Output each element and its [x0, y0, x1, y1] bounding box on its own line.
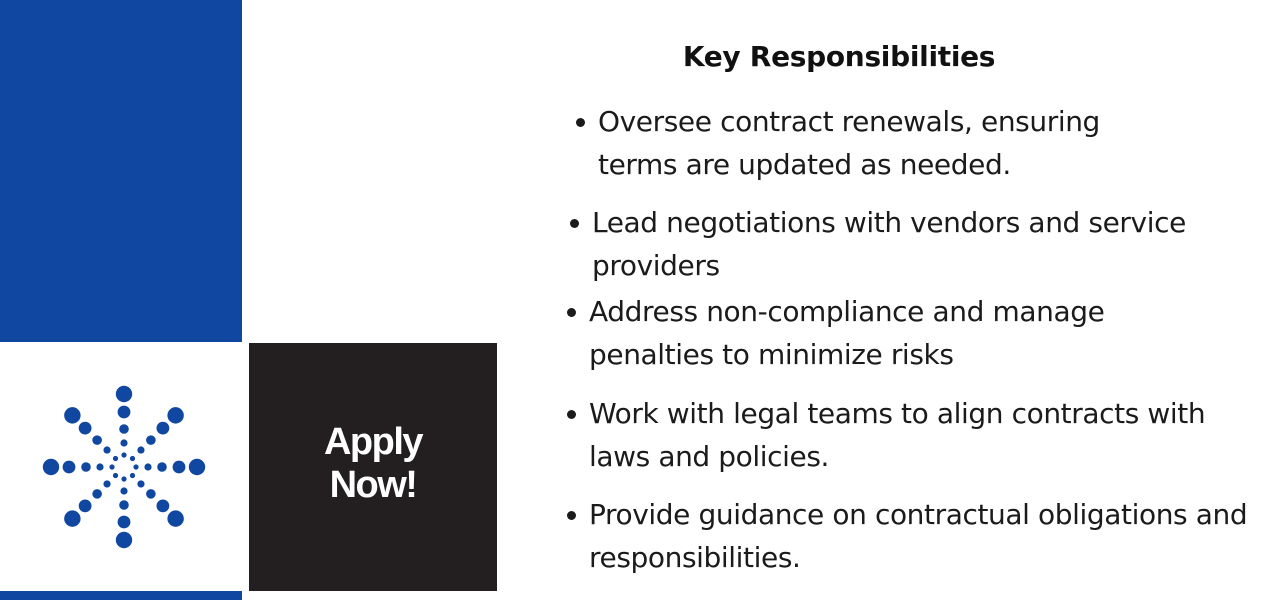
brand-color-block [0, 0, 242, 342]
logo-dot [113, 473, 118, 478]
logo-dot [113, 456, 118, 461]
logo-dot [109, 464, 114, 469]
logo-dot [119, 424, 129, 434]
logo-dot [133, 464, 138, 469]
logo-dot [64, 510, 80, 526]
logo-dot [43, 459, 59, 475]
bullet-icon [567, 410, 576, 419]
logo-dot [121, 452, 126, 457]
logo-dot [116, 532, 132, 548]
logo-dot [146, 489, 156, 499]
responsibility-item [589, 392, 1249, 478]
responsibility-item [598, 100, 1168, 186]
apply-now-button[interactable] [249, 343, 497, 591]
section-heading: Key Responsibilities [682, 40, 996, 73]
bullet-icon [567, 511, 576, 520]
logo-dot [156, 422, 169, 435]
bullet-icon [576, 118, 585, 127]
brand-color-strip [0, 591, 242, 600]
logo-dot [92, 489, 102, 499]
logo-dot [116, 386, 132, 402]
responsibility-item [592, 201, 1272, 287]
logo-dot [96, 463, 103, 470]
logo-dot [103, 480, 110, 487]
logo-dot [137, 480, 144, 487]
logo-dot [167, 510, 183, 526]
bullet-icon [567, 308, 576, 317]
logo-dot [120, 487, 127, 494]
responsibility-text: Work with legal teams to align contracts with laws and policies. [589, 397, 1206, 473]
logo-dot [120, 439, 127, 446]
responsibility-item [589, 493, 1249, 579]
logo-dot [173, 461, 186, 474]
apply-now-label: Apply Now! [323, 420, 423, 506]
bullet-icon [570, 219, 579, 228]
logo-dot [63, 461, 76, 474]
logo-dot [157, 462, 167, 472]
logo-dot [144, 463, 151, 470]
starburst-dots-icon [40, 383, 208, 551]
logo-dot [146, 435, 156, 445]
logo-dot [121, 476, 126, 481]
logo-dot [130, 456, 135, 461]
responsibility-text: Lead negotiations with vendors and service providers [592, 206, 1186, 282]
logo-dot [81, 462, 91, 472]
logo-dot [79, 422, 92, 435]
logo-dot [119, 500, 129, 510]
logo-dot [92, 435, 102, 445]
logo-dot [167, 407, 183, 423]
logo-dot [118, 516, 131, 529]
logo-dot [118, 406, 131, 419]
responsibility-text: Oversee contract renewals, ensuring terms are updated as needed. [598, 105, 1100, 181]
logo-dot [130, 473, 135, 478]
responsibility-text: Provide guidance on contractual obligations and responsibilities. [589, 498, 1248, 574]
responsibility-item [589, 290, 1229, 376]
logo-dot [79, 499, 92, 512]
responsibility-text: Address non-compliance and manage penalties to minimize risks [589, 295, 1105, 371]
logo-dot [189, 459, 205, 475]
logo-dot [103, 446, 110, 453]
logo-dot [156, 499, 169, 512]
logo-dot [64, 407, 80, 423]
logo-dot [137, 446, 144, 453]
